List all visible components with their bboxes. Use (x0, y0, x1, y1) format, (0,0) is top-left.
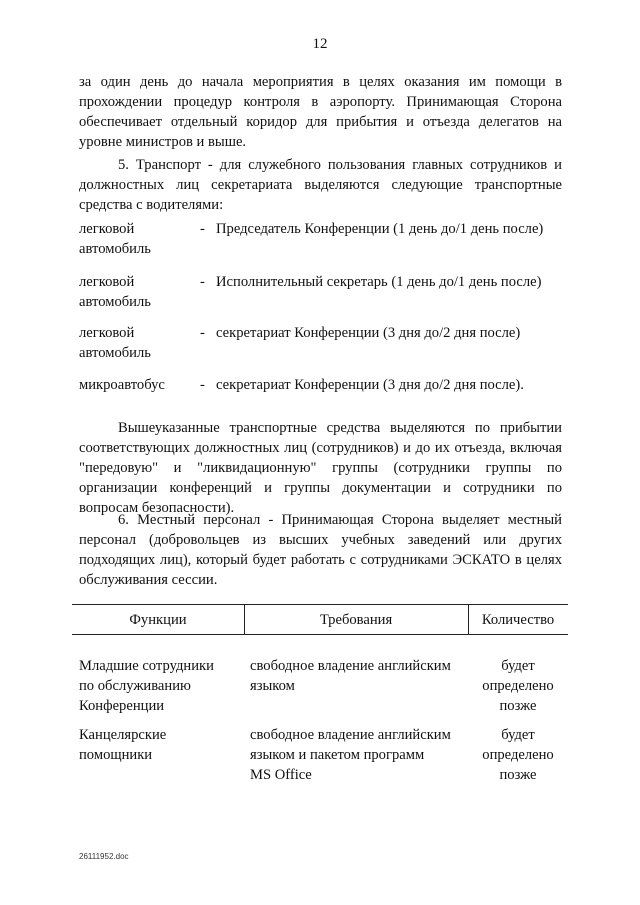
vehicle-type: микроавтобус (79, 377, 165, 393)
column-header-quantity: Количество (481, 612, 555, 628)
vehicle-assignment: Председатель Конференции (1 день до/1 день после) (216, 221, 544, 237)
table-top-border (72, 604, 568, 605)
vehicle-assignment: секретариат Конференции (3 дня до/2 дня после). (216, 377, 524, 393)
transport-paragraph: 5. Транспорт - для служебного пользования главных сотрудников и должностных лиц секретариата выделяются следующие транспортные средства с водителями: (79, 157, 562, 213)
vehicle-dash: - (200, 221, 205, 237)
table-header-border (72, 634, 568, 635)
vehicle-type: легковой автомобиль (79, 325, 151, 361)
vehicle-assignment: секретариат Конференции (3 дня до/2 дня после) (216, 325, 521, 341)
vehicle-dash: - (200, 377, 205, 393)
requirement-cell: свободное владение английским языком (250, 658, 451, 694)
vehicle-assignment: Исполнительный секретарь (1 день до/1 день после) (216, 274, 542, 290)
intro-paragraph: за один день до начала мероприятия в целях оказания им помощи в прохождении процедур контроля в аэропорту. Принимающая Сторона обеспечивает отдельный коридор для прибытия и отъезда делегатов на уровне министров и выше. (79, 74, 562, 150)
vehicle-dash: - (200, 325, 205, 341)
column-header-requirements: Требования (319, 612, 393, 628)
quantity-cell: будет определено позже (482, 727, 554, 783)
quantity-cell: будет определено позже (482, 658, 554, 714)
requirement-cell: свободное владение английским языком и пакетом программ MS Office (250, 727, 451, 783)
page-number: 12 (312, 36, 328, 52)
allocation-paragraph: Вышеуказанные транспортные средства выделяются по прибытии соответствующих должностных лиц (сотрудников) и до их отъезда, включая "передовую" и "ликвидационную" группы (сотрудники группы по организации конференций и группы документации и сотрудники по вопросам безопасности). (79, 420, 562, 516)
function-cell: Канцелярские помощники (79, 727, 167, 763)
function-cell: Младшие сотрудники по обслуживанию Конференции (79, 658, 214, 714)
vehicle-dash: - (200, 274, 205, 290)
column-header-functions: Функции (129, 612, 187, 628)
vehicle-type: легковой автомобиль (79, 274, 151, 310)
vehicle-type: легковой автомобиль (79, 221, 151, 257)
personnel-paragraph: 6. Местный персонал - Принимающая Сторона выделяет местный персонал (добровольцев из высших учебных заведений или других подходящих лиц), который будет работать с сотрудниками ЭСКАТО в целях обслуживания сессии. (79, 512, 562, 588)
document-footer-code: 26111952.doc (79, 852, 129, 861)
